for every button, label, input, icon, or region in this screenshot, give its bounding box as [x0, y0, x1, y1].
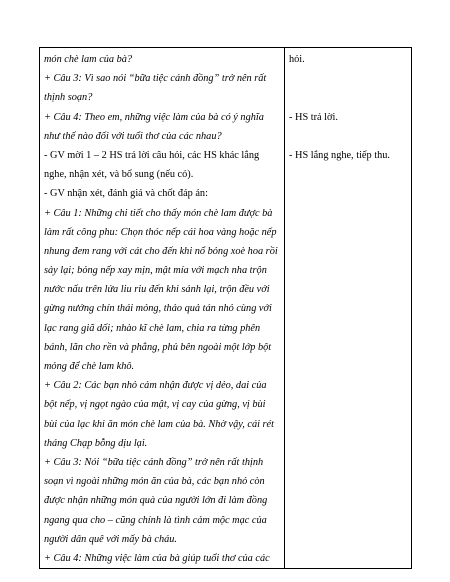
text-line: gừng nướng chín thái mỏng, thảo quả tán nhỏ cùng với	[44, 303, 272, 315]
text-line: ngang qua cho – cũng chính là tình cảm mộc mạc của	[44, 514, 267, 526]
text-line	[289, 127, 407, 146]
text-line: như thế nào đối với tuổi thơ của các nhau?	[44, 130, 222, 142]
student-activity-text	[289, 50, 407, 165]
student-activity-cell	[285, 48, 412, 569]
table-row	[40, 48, 412, 569]
text-line	[289, 88, 407, 107]
text-line: làm rất công phu: Chọn thóc nếp cái hoa vàng hoặc nếp	[44, 226, 277, 238]
text-line: - HS lắng nghe, tiếp thu.	[289, 149, 390, 161]
text-line: nước nấu trên lửa liu riu đến khi sánh lại, trộn đều với	[44, 284, 270, 296]
text-line: lạc rang giã dối; nhào kĩ chè lam, chia ra từng phên	[44, 322, 261, 334]
text-line: + Câu 3: Vì sao nói “bữa tiệc cánh đồng” trở nên rất	[44, 73, 267, 85]
text-line: được nhận những món quà của người lớn đi làm đồng	[44, 495, 268, 507]
text-line: soạn vì ngoài những món ăn của bà, các bạn nhỏ còn	[44, 476, 265, 488]
text-line: + Câu 2: Các bạn nhỏ cảm nhận được vị dẻo, dai của	[44, 380, 267, 392]
text-line: nghe, nhận xét, và bổ sung (nếu có).	[44, 169, 194, 181]
text-line: sảy lại; bỏng nếp xay mịn, mật mía với mạch nha trộn	[44, 265, 267, 277]
text-line: tháng Chạp bỗng dịu lại.	[44, 437, 148, 449]
text-line: bùi của lạc khi ăn món chè lam của bà. Nhờ vậy, cái rét	[44, 418, 274, 430]
text-line: mỏng để chè lam khô.	[44, 361, 135, 372]
text-line: hỏi.	[289, 54, 305, 65]
teacher-activity-text	[44, 48, 280, 568]
text-line: thịnh soạn?	[44, 92, 93, 104]
text-line: + Câu 4: Những việc làm của bà giúp tuổi thơ của các	[44, 552, 270, 564]
text-line: + Câu 1: Những chi tiết cho thấy món chè lam được bà	[44, 207, 273, 219]
text-line: - HS trả lời.	[289, 111, 338, 123]
text-line: - GV nhận xét, đánh giá và chốt đáp án:	[44, 188, 208, 200]
lesson-table	[39, 47, 412, 569]
text-line: + Câu 3: Nói “bữa tiệc cánh đồng” trở nên rất thịnh	[44, 456, 264, 468]
text-line: nhung đem rang với cát cho đến khi nổ bỏng xoè hoa rồi	[44, 245, 278, 257]
text-line: bánh, lăn cho rền và phẳng, phủ bên ngoài một lớp bột	[44, 341, 272, 353]
text-line: + Câu 4: Theo em, những việc làm của bà có ý nghĩa	[44, 111, 264, 123]
text-line: món chè lam của bà?	[44, 54, 133, 65]
teacher-activity-cell	[40, 48, 285, 569]
text-line	[289, 69, 407, 88]
text-line: - GV mời 1 – 2 HS trả lời câu hỏi, các HS khác lắng	[44, 149, 260, 161]
text-line: bột nếp, vị ngọt ngào của mật, vị cay của gừng, vị bùi	[44, 399, 266, 411]
text-line: người dân quê với mấy bà cháu.	[44, 533, 177, 545]
